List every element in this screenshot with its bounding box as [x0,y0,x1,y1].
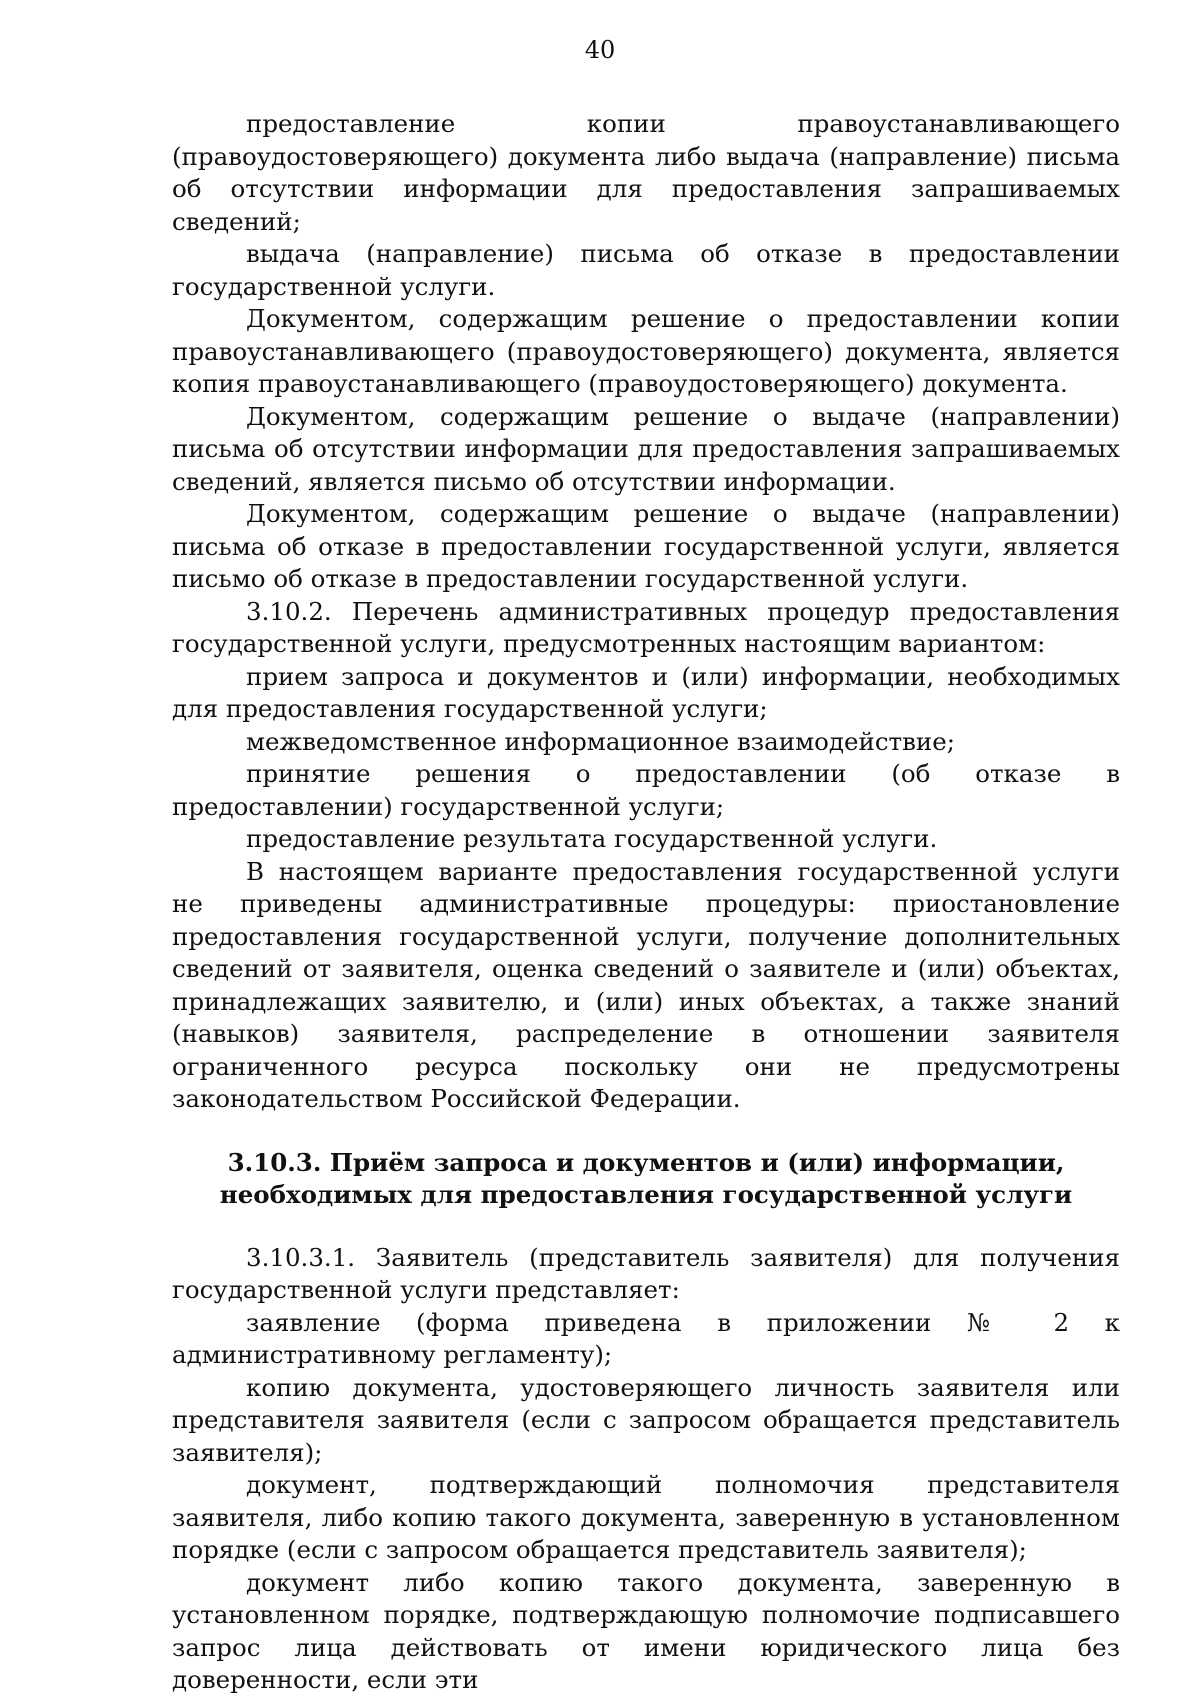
paragraph: копию документа, удостоверяющего личность заявителя или представителя заявителя (если с запросом обращается представитель заявителя); [172,1372,1120,1467]
paragraph: 3.10.3.1. Заявитель (представитель заявителя) для получения государственной услуги представляет: [172,1242,1120,1304]
paragraph: предоставление копии правоустанавливающего (правоудостоверяющего) документа либо выдача (направление) письма об отсутствии информации для предоставления запрашиваемых сведений; [172,109,1120,236]
paragraph: выдача (направление) письма об отказе в предоставлении государственной услуги. [172,239,1120,301]
paragraph: Документом, содержащим решение о выдаче (направлении) письма об отказе в предоставлении государственной услуги, является письмо об отказе в предоставлении государственной услуги. [172,499,1120,593]
paragraph: Документом, содержащим решение о предоставлении копии правоустанавливающего (правоудостоверяющего) документа, является копия правоустанавливающего (правоудостоверяющего) документа. [172,304,1120,398]
section-heading [172,1147,1120,1212]
section-heading-line: необходимых для предоставления государственной услуги [219,1180,1073,1209]
paragraph: прием запроса и документов и (или) информации, необходимых для предоставления государственной услуги; [172,661,1120,723]
paragraph: заявление (форма приведена в приложении № 2 к административному регламенту); [172,1307,1120,1369]
paragraph: предоставление результата государственной услуги. [246,824,938,853]
paragraph: принятие решения о предоставлении (об отказе в предоставлении) государственной услуги; [172,759,1120,821]
paragraph: межведомственное информационное взаимодействие; [246,726,955,756]
paragraph: 3.10.2. Перечень административных процедур предоставления государственной услуги, предусмотренных настоящим вариантом: [172,596,1120,658]
paragraph: Документом, содержащим решение о выдаче (направлении) письма об отсутствии информации для предоставления запрашиваемых сведений, является письмо об отсутствии информации. [172,401,1120,496]
document-body [172,108,1120,1697]
section-heading-line: 3.10.3. Приём запроса и документов и (или) информации, [227,1147,1065,1177]
paragraph: документ либо копию такого документа, заверенную в установленном порядке, подтверждающую полномочие подписавшего запрос лица действовать от имени юридического лица без доверенности, если эти [172,1567,1120,1694]
page-number: 40 [584,36,616,64]
paragraph: документ, подтверждающий полномочия представителя заявителя, либо копию такого документа, заверенную в установленном порядке (если с запросом обращается представитель заявителя); [172,1470,1120,1564]
paragraph: В настоящем варианте предоставления государственной услуги не приведены административные процедуры: приостановление предоставления государственной услуги, получение дополнительных сведений от заявителя, оценка сведений о заявителе и (или) объектах, принадлежащих заявителю, и (или) иных объектах, а также знаний (навыков) заявителя, распределение в отношении заявителя ограниченного ресурса поскольку они не предусмотрены законодательством Российской Федерации. [172,856,1120,1113]
